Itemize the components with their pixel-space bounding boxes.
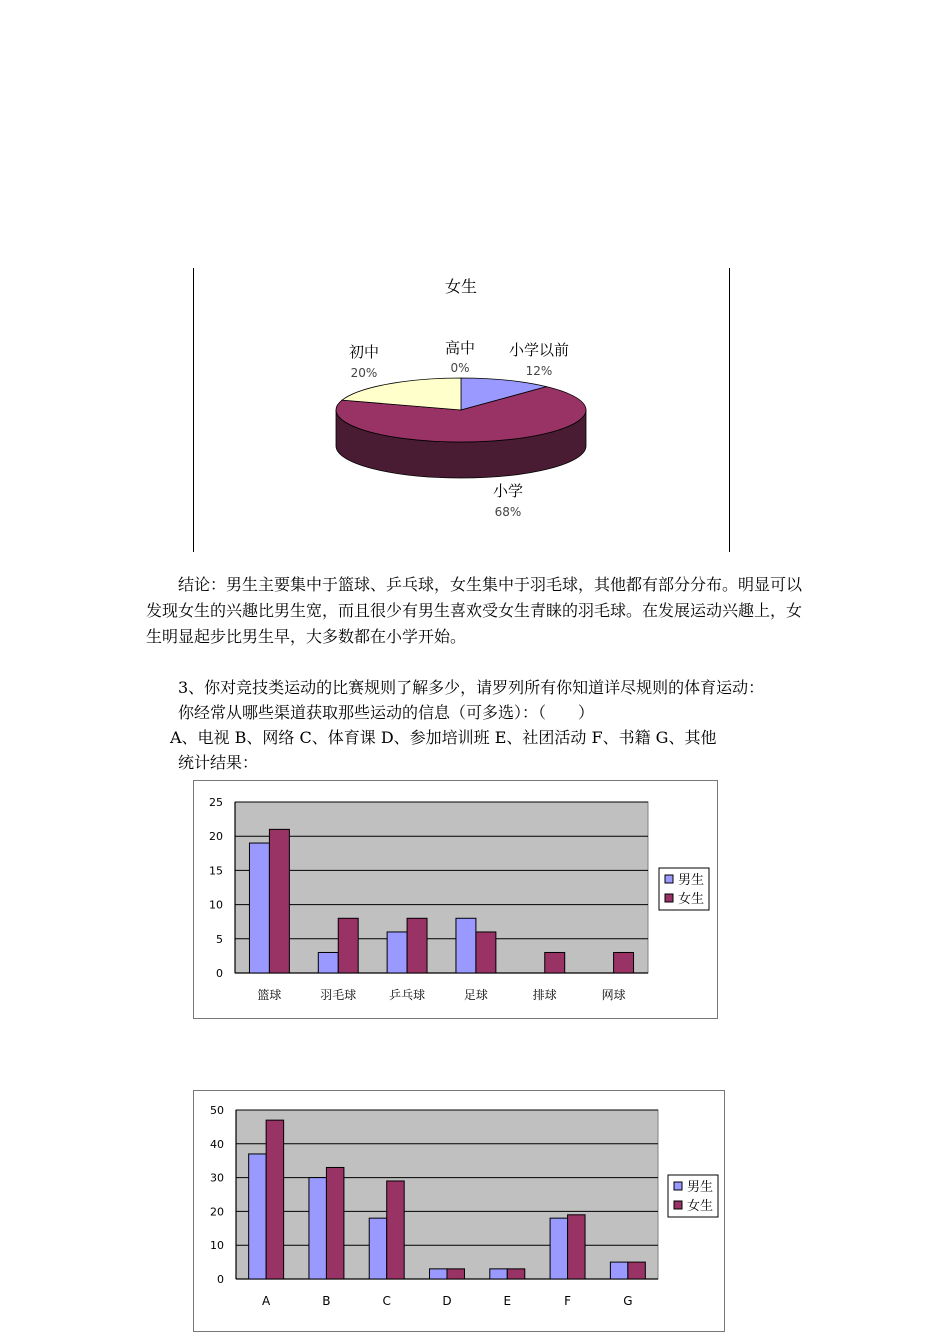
x-tick-label: G [623, 1294, 633, 1308]
bar-女生-B [326, 1167, 343, 1279]
bar-男生-C [369, 1218, 386, 1279]
x-tick-label: 网球 [601, 988, 626, 1002]
legend [659, 868, 709, 910]
pie-chart-frame [193, 268, 730, 552]
y-tick-label: 0 [217, 1273, 224, 1286]
pie-pct-3: 0% [450, 361, 470, 375]
y-tick-label: 25 [209, 796, 223, 809]
pie-label-0: 小学以前 [508, 341, 570, 359]
legend [668, 1175, 718, 1217]
sports-bar-chart-svg [194, 781, 717, 1018]
conclusion-paragraph: 结论：男生主要集中于篮球、乒乓球，女生集中于羽毛球，其他都有部分分布。明显可以发现女生的兴趣比男生宽，而且很少有男生喜欢受女生青睐的羽毛球。在发展运动兴趣上，女生明显起步比男生早，大多数都在小学开始。 [146, 575, 803, 646]
bar-男生-E [490, 1269, 507, 1279]
y-tick-label: 15 [209, 864, 223, 878]
x-tick-label: 羽毛球 [320, 988, 357, 1002]
y-tick-label: 40 [210, 1137, 224, 1151]
y-tick-label: 5 [216, 932, 223, 946]
plot-area [235, 802, 648, 973]
x-tick-label: B [322, 1294, 331, 1308]
pie-title: 女生 [444, 277, 478, 296]
y-tick-label: 0 [216, 967, 223, 980]
legend-swatch [665, 894, 673, 902]
pie-pct-1: 68% [494, 505, 522, 519]
legend-label: 男生 [687, 1180, 714, 1195]
sports-bar-chart [193, 780, 718, 1019]
pie-pct-0: 12% [525, 364, 553, 378]
legend-swatch [674, 1201, 682, 1209]
x-tick-label: 排球 [532, 988, 557, 1002]
pie-label-3: 高中 [444, 339, 476, 357]
bar-女生-F [568, 1215, 585, 1279]
answer-options: A、电视 B、网络 C、体育课 D、参加培训班 E、社团活动 F、书籍 G、其他 [170, 728, 717, 747]
bar-女生-G [628, 1262, 645, 1279]
legend-label: 女生 [678, 892, 705, 907]
bar-女生-羽毛球 [338, 918, 358, 973]
bar-男生-乒乓球 [387, 932, 407, 973]
y-tick-label: 20 [210, 1205, 224, 1219]
bar-女生-网球 [614, 952, 634, 973]
x-tick-label: 篮球 [257, 988, 282, 1002]
x-tick-label: 乒乓球 [389, 988, 426, 1002]
pie-label-1: 小学 [492, 482, 524, 500]
y-tick-label: 10 [209, 898, 223, 912]
bar-女生-D [447, 1269, 464, 1279]
legend-swatch [674, 1182, 682, 1190]
bar-男生-A [249, 1154, 266, 1279]
bar-女生-E [507, 1269, 524, 1279]
legend-label: 男生 [678, 873, 705, 888]
pie-label-2: 初中 [348, 343, 380, 361]
bar-女生-排球 [545, 952, 565, 973]
legend-label: 女生 [687, 1199, 714, 1214]
y-tick-label: 20 [209, 830, 223, 844]
channels-bar-chart [193, 1090, 725, 1332]
bar-女生-乒乓球 [407, 918, 427, 973]
x-tick-label: A [262, 1294, 271, 1308]
bar-女生-足球 [476, 932, 496, 973]
bar-男生-篮球 [249, 843, 269, 973]
bar-女生-C [387, 1181, 404, 1279]
question-channels: 你经常从哪些渠道获取那些运动的信息（可多选）：（ ） [178, 703, 595, 722]
bar-女生-A [266, 1120, 283, 1279]
x-tick-label: F [564, 1294, 572, 1308]
question-3: 3、你对竞技类运动的比赛规则了解多少，请罗列所有你知道详尽规则的体育运动： [178, 678, 765, 697]
bar-男生-羽毛球 [318, 952, 338, 973]
y-tick-label: 30 [210, 1171, 224, 1185]
bar-男生-足球 [456, 918, 476, 973]
x-tick-label: C [382, 1294, 391, 1308]
legend-swatch [665, 875, 673, 883]
bar-男生-G [610, 1262, 627, 1279]
x-tick-label: E [503, 1294, 512, 1308]
bar-男生-B [309, 1178, 326, 1279]
pie-pct-2: 20% [350, 366, 378, 380]
y-tick-label: 10 [210, 1239, 224, 1253]
plot-area [236, 1110, 658, 1279]
x-tick-label: D [442, 1294, 452, 1308]
bar-男生-D [430, 1269, 447, 1279]
bar-女生-篮球 [269, 829, 289, 973]
channels-bar-chart-svg [194, 1091, 724, 1331]
result-label: 统计结果： [178, 753, 259, 772]
y-tick-label: 50 [210, 1104, 224, 1117]
x-tick-label: 足球 [463, 988, 488, 1002]
bar-男生-F [550, 1218, 567, 1279]
pie-chart [194, 268, 729, 552]
